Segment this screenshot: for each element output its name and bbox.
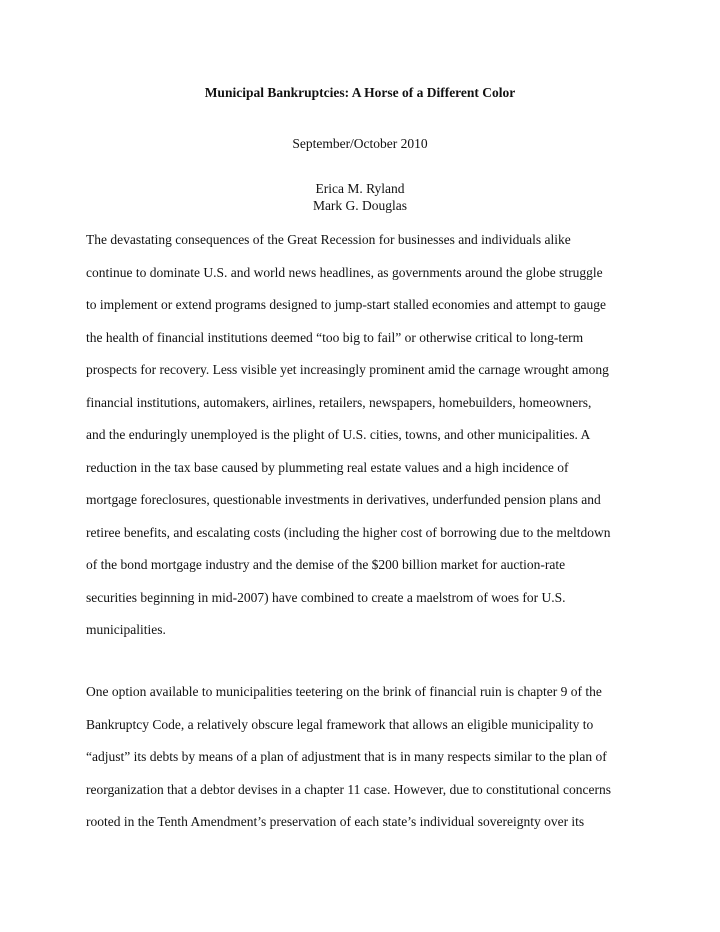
- text-line: municipalities.: [86, 622, 166, 637]
- text-line: The devastating consequences of the Great Recession for businesses and individuals alike: [86, 232, 571, 247]
- author-name: Mark G. Douglas: [312, 198, 408, 213]
- text-line: mortgage foreclosures, questionable investments in derivatives, underfunded pension plans and: [86, 492, 601, 507]
- text-line: financial institutions, automakers, airlines, retailers, newspapers, homebuilders, homeowners,: [86, 394, 592, 410]
- document-title: Municipal Bankruptcies: A Horse of a Different Color: [204, 85, 516, 100]
- text-line: Bankruptcy Code, a relatively obscure legal framework that allows an eligible municipality to: [86, 716, 594, 732]
- text-line: prospects for recovery. Less visible yet increasingly prominent amid the carnage wrought among: [86, 362, 609, 377]
- text-line: and the enduringly unemployed is the plight of U.S. cities, towns, and other municipalities. A: [86, 427, 591, 442]
- text-line: the health of financial institutions deemed “too big to fail” or otherwise critical to long-term: [86, 329, 584, 345]
- text-line: One option available to municipalities teetering on the brink of financial ruin is chapter 9 of the: [86, 684, 602, 699]
- body-paragraph: [86, 683, 646, 846]
- text-line: reorganization that a debtor devises in a chapter 11 case. However, due to constitutional concerns: [86, 781, 612, 797]
- text-line: “adjust” its debts by means of a plan of adjustment that is in many respects similar to the plan of: [86, 749, 607, 764]
- author-block: [0, 180, 720, 214]
- publication-date: September/October 2010: [292, 136, 428, 151]
- author-name: Erica M. Ryland: [315, 181, 405, 196]
- body-paragraph: [86, 231, 646, 654]
- text-line: of the bond mortgage industry and the demise of the $200 billion market for auction-rate: [86, 557, 566, 572]
- text-line: rooted in the Tenth Amendment’s preservation of each state’s individual sovereignty over its: [86, 814, 585, 829]
- text-line: reduction in the tax base caused by plummeting real estate values and a high incidence of: [86, 459, 569, 475]
- text-line: to implement or extend programs designed to jump-start stalled economies and attempt to gauge: [86, 297, 606, 312]
- text-line: securities beginning in mid-2007) have combined to create a maelstrom of woes for U.S.: [86, 589, 566, 605]
- text-line: retiree benefits, and escalating costs (including the higher cost of borrowing due to the meltdown: [86, 524, 611, 540]
- text-line: continue to dominate U.S. and world news headlines, as governments around the globe struggle: [86, 264, 603, 280]
